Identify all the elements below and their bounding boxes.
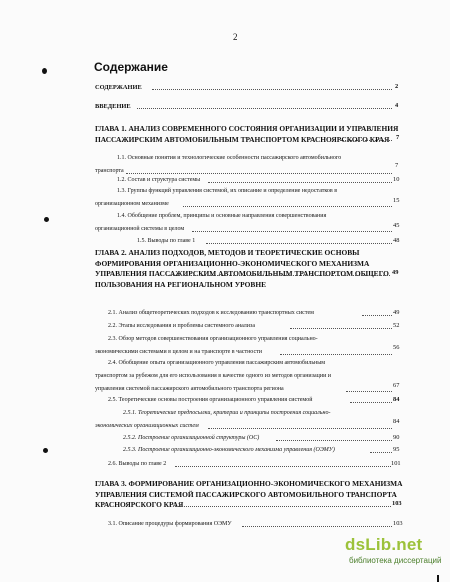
toc-page-number: 103 — [392, 500, 402, 507]
toc-entry[interactable]: СОДЕРЖАНИЕ — [95, 84, 142, 91]
dot-leader — [183, 206, 392, 207]
toc-entry[interactable]: 2.1. Анализ общетеоретических подходов к исследованию транспортных систем — [108, 310, 314, 316]
dot-leader — [276, 440, 392, 441]
toc-entry[interactable]: 2.3. Обзор методов совершенствования организационного управления социально- — [108, 336, 318, 342]
toc-entry-continued: организационном механизме — [95, 201, 169, 207]
dot-leader — [280, 354, 392, 355]
dot-leader — [175, 466, 391, 467]
toc-page-number: 2 — [395, 83, 399, 90]
toc-entry-continued: транспорта — [95, 168, 124, 174]
ink-mark — [44, 217, 49, 222]
toc-page-number: 45 — [393, 222, 400, 229]
toc-entry[interactable]: ВВЕДЕНИЕ — [95, 103, 131, 110]
dot-leader — [362, 315, 392, 316]
toc-entry-continued: экономическими системами в целом и на транспорте в частности — [95, 349, 262, 355]
dot-leader — [350, 402, 392, 403]
dot-leader — [206, 243, 392, 244]
toc-page-number: 67 — [393, 382, 400, 389]
toc-entry[interactable]: 2.4. Обобщение опыта организационного управления пассажирским автомобильным — [108, 360, 326, 366]
toc-entry[interactable]: 1.2. Состав и структура системы — [117, 177, 201, 183]
watermark-tld: .net — [391, 535, 423, 554]
toc-page-number: 90 — [393, 434, 400, 441]
dot-leader — [152, 89, 392, 90]
toc-page-number: 10 — [393, 176, 400, 183]
dot-leader — [175, 506, 391, 507]
toc-page-number: 84 — [393, 418, 400, 425]
dot-leader — [208, 428, 392, 429]
toc-chapter-entry[interactable]: ГЛАВА 1. АНАЛИЗ СОВРЕМЕННОГО СОСТОЯНИЯ ОРГАНИЗАЦИИ И УПРАВЛЕНИЯ ПАССАЖИРСКИМ АВТОМОБИЛЬНЫМ ТРАНСПОРТОМ КРАСНОЯРСКОГО КРАЯ — [95, 124, 399, 144]
dot-leader — [192, 231, 392, 232]
toc-page-number: 7 — [395, 162, 399, 169]
toc-entry[interactable]: 1.3. Группы функций управления системой, их описание и определение недостатков в — [117, 188, 338, 194]
ink-mark — [43, 448, 48, 453]
toc-entry[interactable]: 1.5. Выводы по главе 1 — [137, 238, 196, 244]
toc-entry[interactable]: 1.4. Обобщение проблем, принципы и основные направления совершенствования — [117, 213, 327, 219]
toc-page-number: 101 — [391, 460, 401, 467]
toc-entry[interactable]: 2.5. Теоретические основы построения организационного управления системой — [108, 397, 313, 403]
toc-entry[interactable]: 1.1. Основные понятия и технологические особенности пассажирского автомобильного — [117, 155, 342, 161]
toc-page-number: 84 — [393, 396, 400, 403]
watermark-brand: dsLib — [345, 535, 392, 554]
toc-title: Содержание — [94, 60, 168, 74]
toc-page-number: 103 — [393, 520, 403, 527]
toc-entry-continued: экономических организационных систем — [95, 423, 199, 429]
watermark-logo — [345, 535, 422, 555]
dot-leader — [340, 140, 392, 141]
dot-leader — [346, 391, 392, 392]
dot-leader — [168, 275, 390, 276]
page-edge-mark — [437, 575, 439, 582]
page-number: 2 — [233, 32, 238, 42]
dot-leader — [208, 182, 392, 183]
dot-leader — [126, 173, 392, 174]
toc-page-number: 56 — [393, 344, 400, 351]
toc-page-number: 49 — [393, 309, 400, 316]
toc-entry[interactable]: 2.5.2. Построение организационной структуры (ОС) — [123, 435, 260, 441]
dot-leader — [137, 108, 392, 109]
dot-leader — [242, 526, 392, 527]
toc-page-number: 95 — [393, 446, 400, 453]
toc-chapter-entry[interactable]: ГЛАВА 3. ФОРМИРОВАНИЕ ОРГАНИЗАЦИОННО-ЭКОНОМИЧЕСКОГО МЕХАНИЗМА УПРАВЛЕНИЯ СИСТЕМОЙ ПАССАЖИРСКОГО АВТОМОБИЛЬНОГО ТРАНСПОРТА КРАСНОЯРСКОГО КРАЯ — [95, 479, 403, 509]
toc-page-number: 48 — [393, 237, 400, 244]
toc-page-number: 7 — [396, 134, 400, 141]
toc-entry[interactable]: 2.2. Этапы исследования и проблемы системного анализа — [108, 323, 256, 329]
toc-page-number: 52 — [393, 322, 400, 329]
toc-page-number: 15 — [393, 197, 400, 204]
toc-page-number: 49 — [392, 269, 399, 276]
toc-page-number: 4 — [395, 102, 399, 109]
toc-entry[interactable]: 2.5.1. Теоретические предпосылки, критерии и принципы построения социально- — [123, 410, 331, 416]
dot-leader — [370, 452, 392, 453]
dot-leader — [290, 328, 392, 329]
toc-entry-continued: организационной системы в целом — [95, 226, 185, 232]
toc-entry-continued: транспортом за рубежом для его использования в качестве одного из методов организации и — [95, 373, 332, 379]
watermark-subtitle: библиотека диссертаций — [349, 556, 442, 565]
toc-entry-continued: управления системой пассажирского автомобильного транспорта региона — [95, 386, 284, 392]
toc-entry[interactable]: 2.5.3. Построение организационно-экономического механизма управления (ОЭМУ) — [123, 447, 335, 453]
toc-chapter-entry[interactable]: ГЛАВА 2. АНАЛИЗ ПОДХОДОВ, МЕТОДОВ И ТЕОРЕТИЧЕСКИЕ ОСНОВЫ ФОРМИРОВАНИЯ ОРГАНИЗАЦИОННО-ЭКОНОМИЧЕСКОГО МЕХАНИЗМА УПРАВЛЕНИЯ ПАССАЖИРСКИМ АВТОМОБИЛЬНЫМ ТРАНСПОРТОМ ОБЩЕГО ПОЛЬЗОВАНИЯ НА РЕГИОНАЛЬНОМ УРОВНЕ — [95, 248, 389, 289]
ink-mark — [42, 68, 47, 74]
toc-entry[interactable]: 3.1. Описание процедуры формирования ОЭМУ — [108, 521, 232, 527]
toc-entry[interactable]: 2.6. Выводы по главе 2 — [108, 461, 167, 467]
